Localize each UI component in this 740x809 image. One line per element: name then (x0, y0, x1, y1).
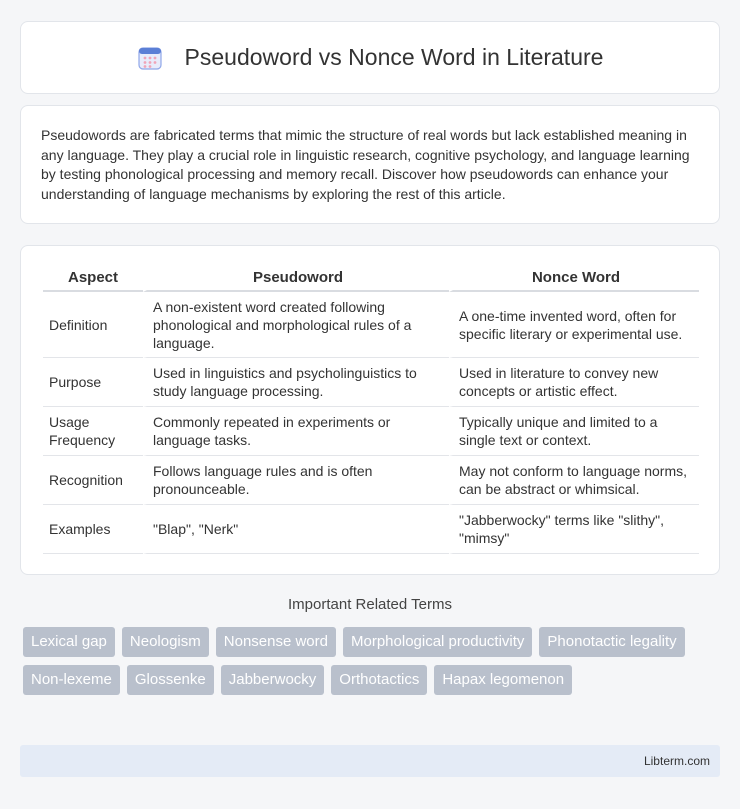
row-aspect: Purpose (43, 358, 143, 407)
title-card (20, 21, 720, 94)
related-term-tag[interactable]: Jabberwocky (221, 665, 325, 695)
intro-card (20, 105, 720, 224)
comparison-table (43, 264, 699, 554)
related-terms-heading: Important Related Terms (288, 596, 452, 613)
page-title: Pseudoword vs Nonce Word in Literature (184, 44, 604, 70)
footer-site-link[interactable]: Libterm.com (643, 754, 710, 768)
row-pseudoword: "Blap", "Nerk" (143, 505, 449, 554)
related-term-tag[interactable]: Hapax legomenon (434, 665, 572, 695)
row-pseudoword: Used in linguistics and psycholinguistics to study language processing. (143, 358, 449, 407)
row-nonce-word: Typically unique and limited to a single text or context. (449, 407, 699, 456)
row-nonce-word: Used in literature to convey new concepts or artistic effect. (449, 358, 699, 407)
row-nonce-word: A one-time invented word, often for specific literary or experimental use. (449, 292, 699, 358)
row-pseudoword: Follows language rules and is often pronounceable. (143, 456, 449, 505)
table-header-row (43, 264, 699, 292)
table-row (43, 358, 699, 407)
related-term-tag[interactable]: Neologism (122, 627, 209, 657)
related-terms-list (23, 627, 723, 695)
row-aspect: Examples (43, 505, 143, 554)
intro-paragraph: Pseudowords are fabricated terms that mimic the structure of real words but lack established meaning in any language. They play a crucial role in linguistic research, cognitive psychology, and language learning by testing phonological processing and memory recall. Discover how pseudowords can enhance your understanding of language mechanisms by exploring the rest of this article. (41, 127, 690, 202)
footer (20, 745, 720, 777)
comparison-card (20, 245, 720, 575)
table-row (43, 505, 699, 554)
header-nonce-word: Nonce Word (449, 264, 699, 292)
related-term-tag[interactable]: Glossenke (127, 665, 214, 695)
calendar-grid-icon (137, 45, 163, 71)
table-row (43, 407, 699, 456)
related-term-tag[interactable]: Phonotactic legality (539, 627, 684, 657)
related-term-tag[interactable]: Morphological productivity (343, 627, 532, 657)
row-aspect: Recognition (43, 456, 143, 505)
table-row (43, 456, 699, 505)
row-aspect: Usage Frequency (43, 407, 143, 456)
related-term-tag[interactable]: Nonsense word (216, 627, 336, 657)
row-pseudoword: Commonly repeated in experiments or language tasks. (143, 407, 449, 456)
table-row (43, 292, 699, 358)
row-nonce-word: May not conform to language norms, can be abstract or whimsical. (449, 456, 699, 505)
related-term-tag[interactable]: Lexical gap (23, 627, 115, 657)
row-nonce-word: "Jabberwocky" terms like "slithy", "mimsy" (449, 505, 699, 554)
header-aspect: Aspect (43, 264, 143, 292)
related-term-tag[interactable]: Non-lexeme (23, 665, 120, 695)
header-pseudoword: Pseudoword (143, 264, 449, 292)
related-term-tag[interactable]: Orthotactics (331, 665, 427, 695)
row-aspect: Definition (43, 292, 143, 358)
row-pseudoword: A non-existent word created following phonological and morphological rules of a language. (143, 292, 449, 358)
